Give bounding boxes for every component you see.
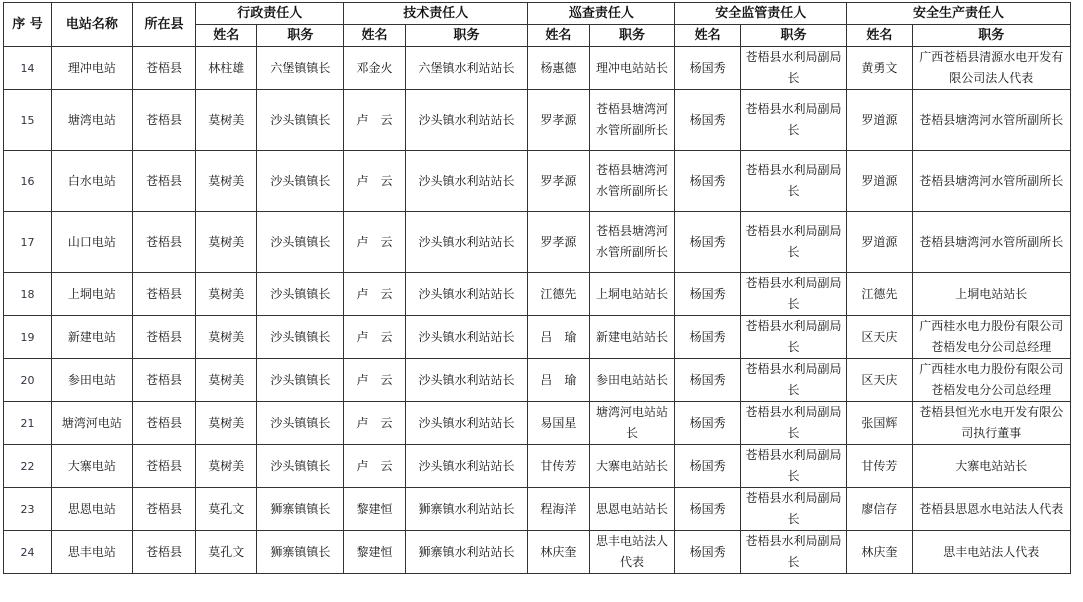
prod-name: 黄勇文	[847, 47, 912, 90]
admin-post: 狮寨镇镇长	[257, 531, 344, 574]
prod-post: 广西桂水电力股份有限公司苍梧发电分公司总经理	[912, 359, 1070, 402]
row-number: 18	[4, 273, 52, 316]
prod-name: 张国辉	[847, 402, 912, 445]
station-name: 参田电站	[52, 359, 133, 402]
sup-name: 杨国秀	[675, 316, 740, 359]
sup-post: 苍梧县水利局副局长	[740, 273, 846, 316]
tech-name: 卢 云	[344, 90, 405, 151]
table-row	[4, 47, 1071, 90]
prod-name: 甘传芳	[847, 445, 912, 488]
admin-name: 莫树美	[196, 273, 257, 316]
patrol-post: 理冲电站站长	[589, 47, 675, 90]
table-row	[4, 212, 1071, 273]
prod-post: 上垌电站站长	[912, 273, 1070, 316]
sup-post: 苍梧县水利局副局长	[740, 359, 846, 402]
prod-name: 廖信存	[847, 488, 912, 531]
sup-post: 苍梧县水利局副局长	[740, 212, 846, 273]
tech-post: 沙头镇水利站站长	[405, 90, 528, 151]
admin-name: 莫树美	[196, 402, 257, 445]
admin-name: 莫树美	[196, 316, 257, 359]
county: 苍梧县	[132, 90, 195, 151]
patrol-post: 思丰电站法人代表	[589, 531, 675, 574]
header-seq: 序 号	[4, 3, 52, 47]
prod-post: 苍梧县塘湾河水管所副所长	[912, 151, 1070, 212]
tech-name: 卢 云	[344, 273, 405, 316]
admin-name: 莫树美	[196, 90, 257, 151]
header-production: 安全生产责任人	[847, 3, 1071, 25]
tech-name: 黎建恒	[344, 531, 405, 574]
prod-name: 罗道源	[847, 151, 912, 212]
station-name: 塘湾电站	[52, 90, 133, 151]
patrol-name: 吕 瑜	[528, 316, 589, 359]
sup-name: 杨国秀	[675, 531, 740, 574]
header-supervise: 安全监管责任人	[675, 3, 847, 25]
prod-post: 苍梧县恒光水电开发有限公司执行董事	[912, 402, 1070, 445]
sup-post: 苍梧县水利局副局长	[740, 90, 846, 151]
prod-name: 林庆奎	[847, 531, 912, 574]
tech-name: 卢 云	[344, 316, 405, 359]
patrol-post: 上垌电站站长	[589, 273, 675, 316]
patrol-post: 思恩电站站长	[589, 488, 675, 531]
row-number: 22	[4, 445, 52, 488]
prod-post: 苍梧县思恩水电站法人代表	[912, 488, 1070, 531]
patrol-name: 林庆奎	[528, 531, 589, 574]
admin-post: 沙头镇镇长	[257, 273, 344, 316]
prod-post: 苍梧县塘湾河水管所副所长	[912, 212, 1070, 273]
prod-post: 广西桂水电力股份有限公司苍梧发电分公司总经理	[912, 316, 1070, 359]
admin-post: 沙头镇镇长	[257, 316, 344, 359]
admin-name: 林柱雄	[196, 47, 257, 90]
header-admin-name: 姓名	[196, 25, 257, 47]
station-name: 大寨电站	[52, 445, 133, 488]
patrol-post: 新建电站站长	[589, 316, 675, 359]
admin-name: 莫树美	[196, 445, 257, 488]
row-number: 15	[4, 90, 52, 151]
tech-name: 卢 云	[344, 151, 405, 212]
patrol-name: 易国星	[528, 402, 589, 445]
table-row	[4, 445, 1071, 488]
prod-name: 江德先	[847, 273, 912, 316]
patrol-name: 吕 瑜	[528, 359, 589, 402]
patrol-name: 程海洋	[528, 488, 589, 531]
prod-post: 思丰电站法人代表	[912, 531, 1070, 574]
tech-name: 卢 云	[344, 402, 405, 445]
patrol-post: 苍梧县塘湾河水管所副所长	[589, 90, 675, 151]
header-tech: 技术责任人	[344, 3, 528, 25]
county: 苍梧县	[132, 47, 195, 90]
tech-name: 卢 云	[344, 445, 405, 488]
patrol-name: 杨惠德	[528, 47, 589, 90]
station-name: 思丰电站	[52, 531, 133, 574]
tech-post: 沙头镇水利站站长	[405, 316, 528, 359]
table-row	[4, 402, 1071, 445]
station-name: 理冲电站	[52, 47, 133, 90]
admin-name: 莫树美	[196, 212, 257, 273]
table-row	[4, 531, 1071, 574]
patrol-post: 塘湾河电站站长	[589, 402, 675, 445]
row-number: 19	[4, 316, 52, 359]
row-number: 23	[4, 488, 52, 531]
county: 苍梧县	[132, 531, 195, 574]
admin-post: 狮寨镇镇长	[257, 488, 344, 531]
tech-post: 沙头镇水利站站长	[405, 212, 528, 273]
header-patrol: 巡查责任人	[528, 3, 675, 25]
tech-post: 狮寨镇水利站站长	[405, 531, 528, 574]
prod-post: 大寨电站站长	[912, 445, 1070, 488]
station-name: 山口电站	[52, 212, 133, 273]
tech-post: 沙头镇水利站站长	[405, 402, 528, 445]
table-row	[4, 90, 1071, 151]
station-name: 思恩电站	[52, 488, 133, 531]
tech-post: 沙头镇水利站站长	[405, 273, 528, 316]
sup-name: 杨国秀	[675, 151, 740, 212]
sup-name: 杨国秀	[675, 488, 740, 531]
admin-post: 沙头镇镇长	[257, 90, 344, 151]
header-admin-post: 职务	[257, 25, 344, 47]
tech-post: 六堡镇水利站站长	[405, 47, 528, 90]
header-prod-post: 职务	[912, 25, 1070, 47]
sup-post: 苍梧县水利局副局长	[740, 488, 846, 531]
table-row	[4, 151, 1071, 212]
sup-post: 苍梧县水利局副局长	[740, 151, 846, 212]
row-number: 17	[4, 212, 52, 273]
patrol-name: 罗孝源	[528, 90, 589, 151]
tech-name: 邓金火	[344, 47, 405, 90]
patrol-name: 江德先	[528, 273, 589, 316]
header-tech-name: 姓名	[344, 25, 405, 47]
row-number: 16	[4, 151, 52, 212]
prod-name: 罗道源	[847, 90, 912, 151]
sup-post: 苍梧县水利局副局长	[740, 402, 846, 445]
row-number: 21	[4, 402, 52, 445]
tech-post: 沙头镇水利站站长	[405, 359, 528, 402]
county: 苍梧县	[132, 316, 195, 359]
patrol-post: 参田电站站长	[589, 359, 675, 402]
header-tech-post: 职务	[405, 25, 528, 47]
prod-post: 广西苍梧县清源水电开发有限公司法人代表	[912, 47, 1070, 90]
patrol-post: 大寨电站站长	[589, 445, 675, 488]
sup-post: 苍梧县水利局副局长	[740, 531, 846, 574]
admin-post: 沙头镇镇长	[257, 402, 344, 445]
sup-post: 苍梧县水利局副局长	[740, 316, 846, 359]
sup-post: 苍梧县水利局副局长	[740, 445, 846, 488]
prod-name: 区天庆	[847, 316, 912, 359]
header-patrol-post: 职务	[589, 25, 675, 47]
sup-name: 杨国秀	[675, 90, 740, 151]
tech-name: 黎建恒	[344, 488, 405, 531]
sup-name: 杨国秀	[675, 47, 740, 90]
county: 苍梧县	[132, 359, 195, 402]
station-name: 新建电站	[52, 316, 133, 359]
table-row	[4, 488, 1071, 531]
prod-name: 罗道源	[847, 212, 912, 273]
county: 苍梧县	[132, 445, 195, 488]
patrol-post: 苍梧县塘湾河水管所副所长	[589, 151, 675, 212]
county: 苍梧县	[132, 151, 195, 212]
admin-post: 沙头镇镇长	[257, 212, 344, 273]
county: 苍梧县	[132, 488, 195, 531]
admin-name: 莫孔文	[196, 531, 257, 574]
tech-post: 狮寨镇水利站站长	[405, 488, 528, 531]
header-row-group	[4, 3, 1071, 25]
patrol-post: 苍梧县塘湾河水管所副所长	[589, 212, 675, 273]
row-number: 14	[4, 47, 52, 90]
station-name: 上垌电站	[52, 273, 133, 316]
prod-name: 区天庆	[847, 359, 912, 402]
admin-name: 莫树美	[196, 359, 257, 402]
admin-name: 莫树美	[196, 151, 257, 212]
row-number: 24	[4, 531, 52, 574]
station-name: 塘湾河电站	[52, 402, 133, 445]
station-name: 白水电站	[52, 151, 133, 212]
header-admin: 行政责任人	[196, 3, 344, 25]
header-prod-name: 姓名	[847, 25, 912, 47]
header-patrol-name: 姓名	[528, 25, 589, 47]
header-county: 所在县	[132, 3, 195, 47]
table-row	[4, 359, 1071, 402]
patrol-name: 罗孝源	[528, 212, 589, 273]
admin-name: 莫孔文	[196, 488, 257, 531]
header-sup-post: 职务	[740, 25, 846, 47]
sup-name: 杨国秀	[675, 445, 740, 488]
row-number: 20	[4, 359, 52, 402]
admin-post: 沙头镇镇长	[257, 151, 344, 212]
county: 苍梧县	[132, 273, 195, 316]
sup-name: 杨国秀	[675, 359, 740, 402]
table-row	[4, 316, 1071, 359]
admin-post: 沙头镇镇长	[257, 359, 344, 402]
table-row	[4, 273, 1071, 316]
responsibility-table	[3, 2, 1071, 574]
tech-post: 沙头镇水利站站长	[405, 151, 528, 212]
county: 苍梧县	[132, 402, 195, 445]
sup-name: 杨国秀	[675, 212, 740, 273]
sup-name: 杨国秀	[675, 273, 740, 316]
patrol-name: 罗孝源	[528, 151, 589, 212]
sup-post: 苍梧县水利局副局长	[740, 47, 846, 90]
header-sup-name: 姓名	[675, 25, 740, 47]
prod-post: 苍梧县塘湾河水管所副所长	[912, 90, 1070, 151]
patrol-name: 甘传芳	[528, 445, 589, 488]
sup-name: 杨国秀	[675, 402, 740, 445]
tech-post: 沙头镇水利站站长	[405, 445, 528, 488]
admin-post: 沙头镇镇长	[257, 445, 344, 488]
tech-name: 卢 云	[344, 359, 405, 402]
tech-name: 卢 云	[344, 212, 405, 273]
county: 苍梧县	[132, 212, 195, 273]
header-station: 电站名称	[52, 3, 133, 47]
admin-post: 六堡镇镇长	[257, 47, 344, 90]
